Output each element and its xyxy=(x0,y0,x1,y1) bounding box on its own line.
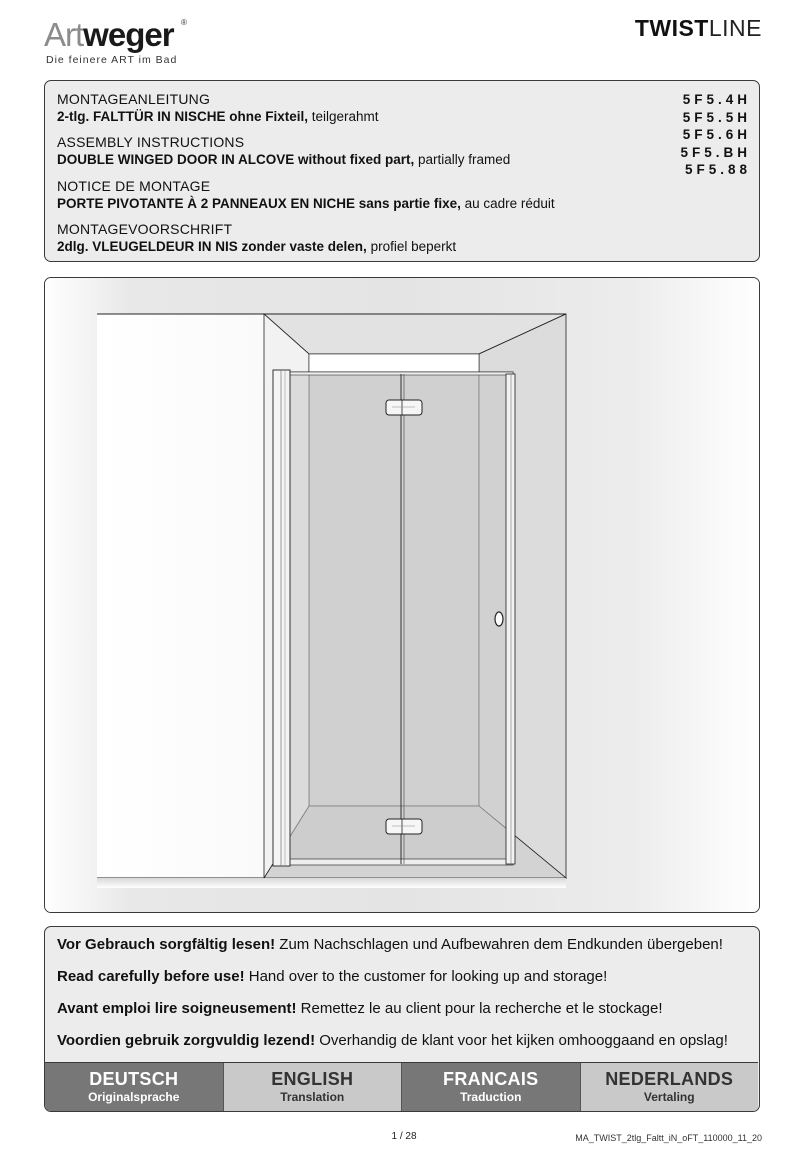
title-heading: ASSEMBLY INSTRUCTIONS xyxy=(57,134,245,150)
title-block-de xyxy=(57,91,379,125)
illustration-panel xyxy=(44,277,760,913)
tab-label: NEDERLANDS xyxy=(605,1069,734,1089)
tab-deutsch[interactable] xyxy=(45,1063,224,1111)
document-code: MA_TWIST_2tlg_Faltt_iN_oFT_110000_11_20 xyxy=(575,1133,762,1143)
header-strip xyxy=(309,354,479,372)
tab-label: ENGLISH xyxy=(271,1069,354,1089)
title-description: DOUBLE WINGED DOOR IN ALCOVE without fixed part, partially framed xyxy=(57,152,511,167)
door-top-rail xyxy=(285,372,513,375)
tab-sublabel: Traduction xyxy=(460,1090,522,1104)
tab-nederlands[interactable] xyxy=(581,1063,759,1111)
tab-english[interactable] xyxy=(224,1063,403,1111)
notice-nl: Voordien gebruik zorgvuldig lezend! Overhandig de klant voor het kijken omhooggaand en opslag! xyxy=(57,1032,728,1049)
page-number: 1 / 28 xyxy=(391,1131,417,1142)
title-block-nl xyxy=(57,221,456,255)
product-code: 5F5.88 xyxy=(684,162,751,177)
notice-en: Read carefully before use! Hand over to the customer for looking up and storage! xyxy=(57,968,608,985)
top-hinge xyxy=(386,400,422,415)
tab-sublabel: Vertaling xyxy=(643,1090,695,1104)
title-block-en xyxy=(57,134,510,168)
title-block-fr xyxy=(57,178,555,212)
logo-wordmark: Artweger xyxy=(44,16,174,53)
title-description: 2-tlg. FALTTÜR IN NISCHE ohne Fixteil, teilgerahmt xyxy=(57,109,379,124)
right-wall-profile xyxy=(506,374,515,864)
product-code: 5F5.5H xyxy=(682,109,751,125)
title-box xyxy=(44,80,760,262)
door-glass xyxy=(285,372,513,864)
logo-tagline: Die feinere ART im Bad xyxy=(46,54,178,66)
language-tabs xyxy=(45,1062,758,1111)
bottom-hinge xyxy=(386,819,422,834)
door-handle xyxy=(495,612,503,626)
title-description: 2dlg. VLEUGELDEUR IN NIS zonder vaste delen, profiel beperkt xyxy=(57,239,457,254)
notice-fr: Avant emploi lire soigneusement! Remettez le au client pour la recherche et le stockage! xyxy=(57,1000,663,1017)
tab-francais[interactable] xyxy=(402,1063,581,1111)
twistline-brand: TWISTLINE xyxy=(634,15,762,41)
product-code: 5F5.BH xyxy=(680,144,751,160)
title-description: PORTE PIVOTANTE À 2 PANNEAUX EN NICHE sans partie fixe, au cadre réduit xyxy=(57,196,555,211)
tab-label: DEUTSCH xyxy=(89,1069,179,1089)
product-code: 5F5.6H xyxy=(682,127,751,142)
artweger-logo xyxy=(44,16,204,68)
tab-sublabel: Originalsprache xyxy=(88,1090,180,1104)
shower-door-illustration xyxy=(45,278,759,912)
product-code: 5F5.4H xyxy=(682,92,751,107)
notice-de: Vor Gebrauch sorgfältig lesen! Zum Nachschlagen und Aufbewahren dem Endkunden übergeben! xyxy=(57,936,723,953)
tab-label: FRANCAIS xyxy=(443,1069,539,1089)
left-wall-front xyxy=(97,314,264,878)
title-heading: MONTAGEANLEITUNG xyxy=(57,91,211,107)
left-wall-profile xyxy=(273,370,290,866)
notice-box xyxy=(44,926,760,1112)
door-bottom-rail xyxy=(285,859,513,865)
product-codes xyxy=(680,91,751,179)
title-heading: NOTICE DE MONTAGE xyxy=(57,178,211,194)
title-heading: MONTAGEVOORSCHRIFT xyxy=(57,221,233,237)
floor-shadow xyxy=(97,878,566,888)
registered-mark: ® xyxy=(181,18,187,27)
tab-sublabel: Translation xyxy=(280,1090,345,1104)
